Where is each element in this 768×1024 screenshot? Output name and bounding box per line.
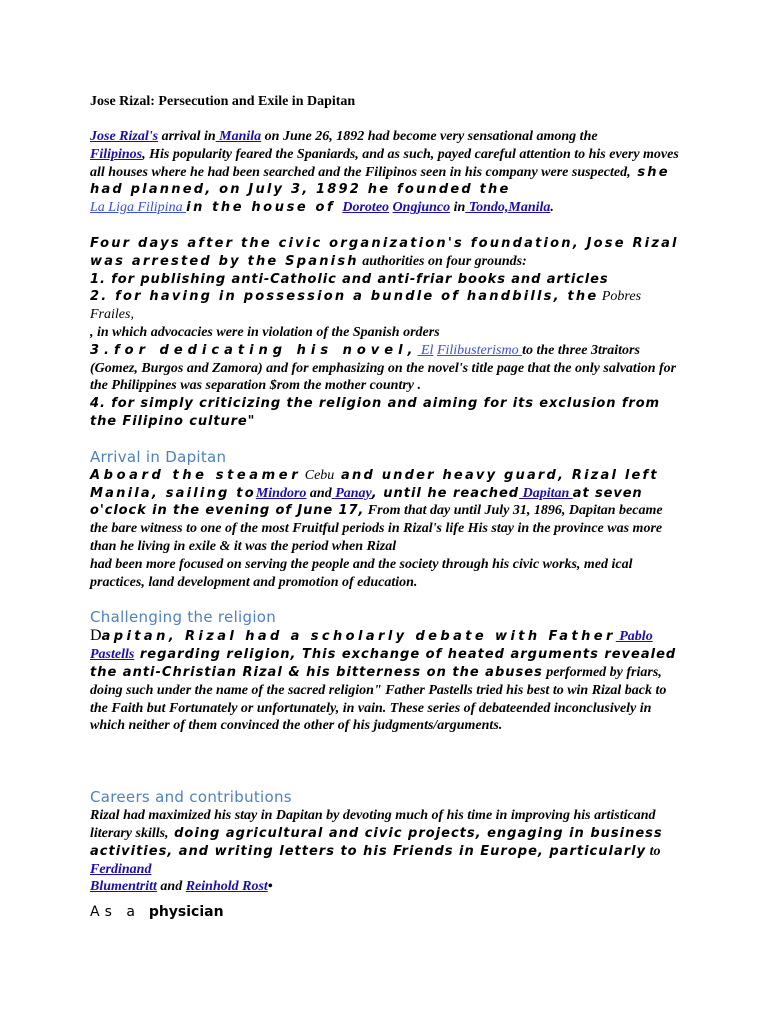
ground-2: 2. for having in possession a bundle of handbills, the (90, 289, 599, 305)
link-pablo[interactable]: Pablo (615, 629, 653, 645)
grounds-paragraph (90, 235, 680, 431)
arrival-paragraph (90, 467, 680, 592)
heading-arrival: Arrival in Dapitan (90, 447, 227, 466)
intro-text-3: , His popularity feared the Spaniards, and as such, payed careful attention to his every moves all houses where he had been searched and the Filipinos seen in his company were suspected, (90, 146, 679, 180)
religion-paragraph (90, 627, 680, 735)
religion-text-1: apitan, Rizal had a scholarly debate with Father (101, 629, 616, 645)
link-filibusterismo[interactable]: Filibusterismo (436, 342, 523, 358)
intro-text-7: in (450, 200, 466, 216)
careers-paragraph (90, 807, 680, 896)
bullet: • (267, 879, 273, 895)
physician-line (90, 904, 680, 920)
intro-text-2: on June 26, 1892 had become very sensational among the (261, 129, 598, 144)
link-dapitan[interactable]: Dapitan (519, 485, 573, 501)
link-manila[interactable]: Manila (215, 129, 262, 144)
religion-text-3: performed by friars, (542, 664, 662, 680)
intro-paragraph (90, 128, 680, 217)
link-ongjunco[interactable]: Ongjunco (392, 200, 451, 216)
ground-3-end: Philippines was separation $rom the mother country . (111, 378, 421, 394)
intro-text-5: in the house of (186, 200, 343, 216)
careers-text-3: to (646, 843, 661, 859)
intro-text-8: . (550, 200, 554, 216)
heading-careers: Careers and contributions (90, 788, 292, 807)
link-doroteo[interactable]: Doroteo (342, 200, 390, 216)
grounds-intro: Four days after the civic organization's foundation, Jose Rizal was arrested by the Spanish (90, 235, 679, 269)
arrival-text-1: Aboard the steamer (90, 467, 302, 483)
arrival-text-5: at seven o'clock in the evening of June 17, (90, 485, 643, 519)
intro-text-1: arrival in (158, 129, 216, 144)
arrival-text-2: and under heavy guard, Rizal left Manila, sailing to (90, 467, 659, 501)
link-jose-rizal[interactable]: Jose Rizal's (90, 129, 159, 144)
drop-d: D (90, 627, 102, 645)
as-a: As a (90, 904, 140, 921)
heading-religion: Challenging the religion (90, 608, 277, 627)
ground-3: 3.for dedicating his novel, (90, 342, 418, 358)
link-el[interactable]: El (417, 342, 434, 358)
link-mindoro[interactable]: Mindoro (255, 485, 307, 501)
link-pastells[interactable]: Pastells (90, 647, 135, 663)
link-tondo-manila[interactable]: Tondo,Manila (465, 200, 551, 216)
careers-text-1: Rizal had maximized his stay in Dapitan by devoting much of his time in improving his artisticand literary skills, (90, 808, 656, 841)
arrival-text-7: had been more focused on serving the people and the society through his civic works, med ical practices, land development and promotion of education. (90, 556, 633, 590)
arrival-text-4: , until he reached (371, 485, 520, 501)
cebu: Cebu (301, 467, 335, 483)
ground-4: 4. for simply criticizing the religion and aiming for its exclusion from the Filipino culture" (90, 396, 660, 429)
arrival-text-3: and (306, 485, 332, 501)
link-la-liga-filipina[interactable]: La Liga Filipina (90, 200, 187, 216)
ground-2-cont: , in which advocacies were in violation of the Spanish orders (90, 324, 440, 340)
religion-text-2: regarding religion, This exchange of heated arguments revealed the anti-Christian Rizal & his bitterness on the abuses (90, 647, 677, 680)
physician-word: physician (148, 904, 224, 921)
careers-text-2: doing agricultural and civic projects, engaging in business activities, and writing letters to his Friends in Europe, particularly (90, 825, 663, 859)
ground-1: 1. for publishing anti-Catholic and anti-friar books and articles (90, 271, 609, 287)
careers-text-4: and (156, 879, 186, 895)
page-title: Jose Rizal: Persecution and Exile in Dapitan (90, 94, 356, 109)
arrival-text-6: From that day until July 31, 1896, Dapitan became the bare witness to one of the most Fruitful periods in Rizal's life His stay in the province was more than he living in exile & it was the period when Rizal (90, 503, 663, 554)
link-filipinos[interactable]: Filipinos (90, 146, 143, 162)
link-ferdinand[interactable]: Ferdinand (90, 861, 152, 877)
link-panay[interactable]: Panay (331, 485, 372, 501)
intro-text-4: she had planned, on July 3, 1892 he founded the (90, 164, 670, 198)
grounds-intro-2: authorities on four grounds: (358, 253, 527, 269)
link-reinhold-rost[interactable]: Reinhold Rost (185, 879, 268, 895)
pobres-frailes: Pobres Frailes, (90, 289, 642, 323)
link-blumentritt[interactable]: Blumentritt (90, 879, 157, 895)
religion-text-4: doing such under the name of the sacred religion" Father Pastells tried his best to win Rizal back to the Faith but Fortunately or unfortunately, in vain. These series of debateended inconclusively in which neither of them convinced the other of his judgments/arguments. (90, 682, 667, 734)
ground-3-cont: to the three 3traitors (Gomez, Burgos and Zamora) and for emphasizing on the novel's title page that the only salvation for the (90, 342, 677, 394)
